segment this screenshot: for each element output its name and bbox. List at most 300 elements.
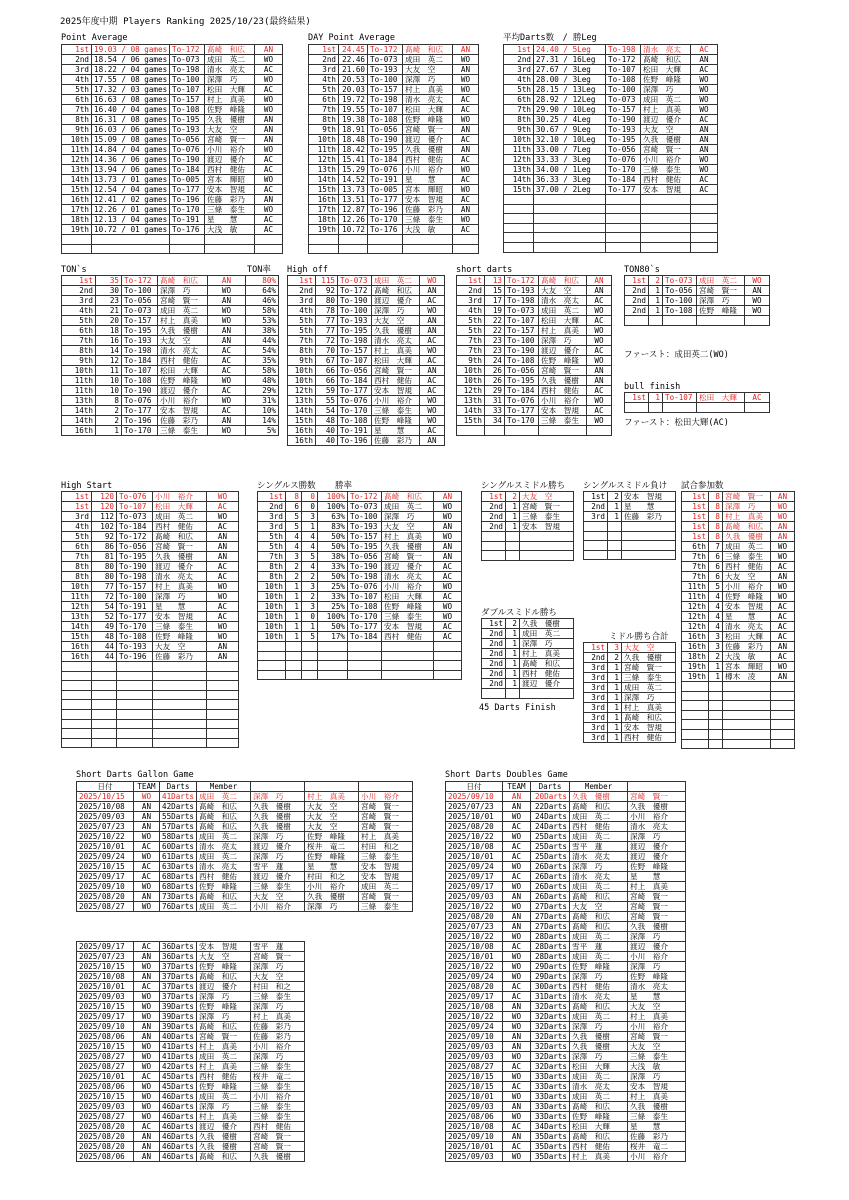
table-cell: 渡辺 優介 bbox=[628, 942, 686, 952]
table-cell: AC bbox=[420, 356, 445, 366]
table-cell: 髙崎 和広 bbox=[158, 276, 208, 286]
table-cell: AN bbox=[255, 115, 283, 125]
table-cell: AC bbox=[134, 1072, 160, 1082]
table-cell: 80 bbox=[92, 572, 117, 582]
table-cell: 小川 裕介 bbox=[628, 1022, 686, 1032]
table-row bbox=[288, 376, 445, 386]
table-cell: 77 bbox=[316, 326, 338, 336]
table-cell: WO bbox=[207, 622, 239, 632]
table-cell: 4th bbox=[62, 522, 92, 532]
table-cell: To-184 bbox=[338, 376, 372, 386]
table-cell: 3 bbox=[608, 643, 622, 653]
table-cell: 38% bbox=[318, 552, 348, 562]
table-cell: 20.03 bbox=[339, 85, 368, 95]
table-cell: 三條 泰生 bbox=[251, 1112, 305, 1122]
point-average-heading: Point Average bbox=[61, 33, 128, 43]
table-row bbox=[446, 912, 686, 922]
table-cell: 9th bbox=[504, 125, 534, 135]
table-cell: 清水 亮太 bbox=[158, 346, 208, 356]
table-cell: WO bbox=[771, 592, 795, 602]
table-cell bbox=[339, 244, 368, 254]
table-cell: 12 bbox=[96, 356, 122, 366]
table-cell: AN bbox=[771, 522, 795, 532]
table-row bbox=[446, 1112, 686, 1122]
table-cell: 2nd bbox=[625, 286, 649, 296]
table-cell: AC bbox=[453, 135, 479, 145]
table-cell: 3rd bbox=[504, 65, 534, 75]
table-cell: 78 bbox=[316, 306, 338, 316]
table-cell: AC bbox=[771, 632, 795, 642]
table-cell: 10.72 bbox=[339, 225, 368, 235]
table-cell: 23 bbox=[485, 336, 505, 346]
table-cell: 39Darts bbox=[160, 1012, 197, 1022]
table-cell: WO bbox=[255, 175, 283, 185]
table-cell bbox=[504, 214, 534, 224]
table-cell: AN bbox=[587, 366, 612, 376]
table-cell: 27.31 / 16Leg bbox=[534, 55, 606, 65]
table-row bbox=[584, 713, 676, 723]
table-row bbox=[625, 403, 770, 413]
table-cell: 30.25 / 4Leg bbox=[534, 115, 606, 125]
table-row bbox=[446, 812, 686, 822]
table-cell: 渡辺 優介 bbox=[153, 562, 207, 572]
table-cell: Darts bbox=[160, 782, 197, 792]
table-cell: AC bbox=[208, 356, 246, 366]
table-cell: 10 bbox=[96, 376, 122, 386]
table-cell bbox=[207, 671, 239, 681]
table-cell: 16th bbox=[62, 652, 92, 662]
table-cell: 3 bbox=[302, 512, 318, 522]
table-cell: 成田 英二 bbox=[697, 276, 745, 286]
table-cell: 73Darts bbox=[160, 892, 197, 902]
table-cell: 70 bbox=[316, 346, 338, 356]
table-cell: To-056 bbox=[122, 296, 158, 306]
table-cell: 2 bbox=[608, 653, 622, 663]
table-cell bbox=[625, 316, 649, 326]
table-cell: 西村 健佑 bbox=[539, 386, 587, 396]
table-cell: To-172 bbox=[505, 276, 539, 286]
table-cell: 9th bbox=[457, 356, 485, 366]
gallon-game-pairs-table bbox=[76, 941, 305, 1162]
table-row bbox=[288, 296, 445, 306]
table-cell: 清水 亮太 bbox=[723, 622, 771, 632]
table-cell: 16.03 / 06 games bbox=[92, 125, 170, 135]
table-cell bbox=[504, 242, 534, 252]
table-cell bbox=[117, 662, 153, 672]
table-cell: To-108 bbox=[368, 115, 403, 125]
table-cell: 久我 優樹 bbox=[197, 1142, 251, 1152]
table-cell: 18.54 / 06 games bbox=[92, 55, 170, 65]
table-cell: 渡辺 優介 bbox=[251, 842, 305, 852]
table-cell: WO bbox=[453, 165, 479, 175]
table-cell: 小川 裕介 bbox=[723, 582, 771, 592]
table-cell: 2025/10/08 bbox=[77, 802, 134, 812]
table-cell: WO bbox=[207, 492, 239, 502]
table-cell: AN bbox=[587, 286, 612, 296]
table-cell: 深澤 巧 bbox=[628, 832, 686, 842]
doubles-game-heading: Short Darts Doubles Game bbox=[445, 770, 568, 780]
table-cell: 3rd bbox=[258, 512, 286, 522]
table-cell: 1st bbox=[504, 45, 534, 55]
table-cell: 41Darts bbox=[160, 1042, 197, 1052]
table-cell: 15th bbox=[62, 632, 92, 642]
table-cell bbox=[62, 671, 92, 681]
table-cell bbox=[302, 651, 318, 661]
table-cell: 8th bbox=[258, 572, 286, 582]
table-cell: AN bbox=[134, 1022, 160, 1032]
table-cell: To-108 bbox=[338, 416, 372, 426]
table-cell bbox=[771, 710, 795, 720]
table-cell: AC bbox=[771, 602, 795, 612]
table-row bbox=[288, 396, 445, 406]
table-cell: 10th bbox=[288, 366, 316, 376]
table-header-row bbox=[446, 782, 686, 792]
table-cell bbox=[153, 738, 207, 748]
table-cell: 6 bbox=[286, 502, 302, 512]
table-cell: 松田 大輝 bbox=[205, 85, 255, 95]
ton-rate-heading: TON率 bbox=[247, 265, 271, 275]
ton80s-table bbox=[624, 275, 770, 326]
table-cell: 三條 泰生 bbox=[403, 215, 453, 225]
table-cell bbox=[520, 551, 574, 561]
table-cell: To-190 bbox=[368, 135, 403, 145]
table-cell: WO bbox=[745, 276, 770, 286]
table-cell: 8th bbox=[62, 115, 92, 125]
table-row bbox=[77, 862, 413, 872]
table-cell: 100% bbox=[318, 612, 348, 622]
table-row bbox=[62, 225, 283, 235]
table-cell bbox=[641, 195, 691, 205]
table-cell bbox=[723, 729, 771, 739]
table-cell: 1 bbox=[506, 659, 520, 669]
table-cell: 深澤 巧 bbox=[570, 972, 628, 982]
table-row bbox=[482, 532, 574, 542]
table-cell: 13th bbox=[62, 612, 92, 622]
table-cell: 1st bbox=[482, 619, 506, 629]
table-cell: To-170 bbox=[338, 406, 372, 416]
table-cell bbox=[302, 642, 318, 652]
table-cell: WO bbox=[771, 512, 795, 522]
table-cell: AN bbox=[134, 892, 160, 902]
table-row bbox=[258, 592, 462, 602]
table-cell: 34Darts bbox=[531, 1122, 570, 1132]
table-cell: 2025/08/20 bbox=[77, 1122, 134, 1132]
table-cell: 35 bbox=[96, 276, 122, 286]
table-cell: 小川 裕介 bbox=[628, 1152, 686, 1162]
table-cell: 27Darts bbox=[531, 902, 570, 912]
table-cell: WO bbox=[134, 1042, 160, 1052]
table-cell bbox=[62, 709, 92, 719]
table-cell: 1st bbox=[682, 492, 709, 502]
table-cell: 28.92 / 12Leg bbox=[534, 95, 606, 105]
table-cell bbox=[622, 541, 676, 551]
table-cell: 安本 智規 bbox=[158, 406, 208, 416]
table-cell: AN bbox=[207, 552, 239, 562]
table-cell bbox=[482, 532, 506, 542]
table-cell: 2nd bbox=[625, 306, 649, 316]
table-cell: 80% bbox=[246, 276, 279, 286]
table-cell: 81 bbox=[92, 552, 117, 562]
table-cell bbox=[625, 403, 649, 413]
table-cell: 7th bbox=[682, 552, 709, 562]
table-cell: 宮本 輝昭 bbox=[403, 185, 453, 195]
table-cell: WO bbox=[503, 1152, 531, 1162]
table-row bbox=[446, 842, 686, 852]
table-cell: To-108 bbox=[170, 105, 205, 115]
table-cell: 72 bbox=[316, 336, 338, 346]
table-cell: To-076 bbox=[122, 396, 158, 406]
darts-leg-heading: 平均Darts数 / 勝Leg bbox=[503, 33, 597, 43]
table-cell: 42Darts bbox=[160, 1062, 197, 1072]
table-row bbox=[77, 802, 413, 812]
table-cell: 10th bbox=[258, 592, 286, 602]
table-cell: 10 bbox=[96, 386, 122, 396]
table-row bbox=[682, 691, 795, 701]
table-cell: 1 bbox=[506, 639, 520, 649]
table-cell: AC bbox=[453, 175, 479, 185]
table-cell: 13th bbox=[504, 165, 534, 175]
table-row bbox=[62, 316, 279, 326]
table-cell: AC bbox=[255, 85, 283, 95]
table-cell: 深澤 巧 bbox=[251, 832, 305, 842]
table-cell: 2025/09/03 bbox=[77, 812, 134, 822]
table-cell: To-177 bbox=[348, 622, 382, 632]
table-cell: 西村 健佑 bbox=[570, 1142, 628, 1152]
table-row bbox=[446, 1122, 686, 1132]
table-cell: 5th bbox=[62, 316, 96, 326]
table-cell bbox=[682, 691, 709, 701]
table-cell: 大浅 敏 bbox=[403, 225, 453, 235]
table-row bbox=[504, 145, 718, 155]
table-cell bbox=[251, 782, 305, 792]
table-cell: AC bbox=[434, 622, 462, 632]
table-cell: 1 bbox=[608, 693, 622, 703]
table-cell: 大友 空 bbox=[628, 1002, 686, 1012]
table-cell: To-172 bbox=[606, 55, 641, 65]
table-cell bbox=[506, 551, 520, 561]
table-cell: 佐野 峰隆 bbox=[641, 75, 691, 85]
table-cell: 西村 健佑 bbox=[205, 165, 255, 175]
table-cell: TEAM bbox=[503, 782, 531, 792]
table-cell: 29Darts bbox=[531, 972, 570, 982]
table-row bbox=[682, 522, 795, 532]
table-cell: 4 bbox=[709, 622, 723, 632]
table-cell: 3 bbox=[302, 602, 318, 612]
table-cell: 7th bbox=[682, 562, 709, 572]
table-row bbox=[258, 522, 462, 532]
table-cell: 大友 空 bbox=[622, 643, 676, 653]
table-cell: 2025/09/17 bbox=[77, 942, 134, 952]
table-cell: 14th bbox=[457, 406, 485, 416]
table-row bbox=[504, 185, 718, 195]
table-cell: 2 bbox=[506, 619, 520, 629]
table-row bbox=[62, 502, 239, 512]
table-cell: 西村 健佑 bbox=[403, 155, 453, 165]
table-cell: 小川 裕介 bbox=[251, 1042, 305, 1052]
table-cell: 12th bbox=[457, 386, 485, 396]
table-cell: 安本 智規 bbox=[382, 622, 434, 632]
table-cell: 1st bbox=[625, 276, 649, 286]
table-row bbox=[62, 105, 283, 115]
table-cell: 4 bbox=[709, 592, 723, 602]
table-cell: 32Darts bbox=[531, 1042, 570, 1052]
table-cell bbox=[682, 739, 709, 749]
table-cell: To-107 bbox=[505, 316, 539, 326]
table-row bbox=[309, 135, 479, 145]
table-cell: 6 bbox=[709, 562, 723, 572]
table-cell bbox=[723, 691, 771, 701]
table-cell: 2025/10/01 bbox=[446, 952, 503, 962]
table-cell: 20Darts bbox=[531, 792, 570, 802]
table-cell bbox=[339, 235, 368, 245]
table-cell: 佐野 峰隆 bbox=[197, 1082, 251, 1092]
table-cell: 1st bbox=[584, 492, 608, 502]
table-cell: 3rd bbox=[584, 673, 608, 683]
table-cell bbox=[92, 700, 117, 710]
table-cell: 1st bbox=[62, 492, 92, 502]
table-cell: AC bbox=[503, 942, 531, 952]
table-cell: 村上 真美 bbox=[539, 326, 587, 336]
table-cell: 小川 裕介 bbox=[641, 155, 691, 165]
table-cell: 大友 空 bbox=[197, 952, 251, 962]
table-cell: 清水 亮太 bbox=[641, 45, 691, 55]
table-row bbox=[62, 542, 239, 552]
table-cell bbox=[771, 729, 795, 739]
table-cell: 1st bbox=[682, 512, 709, 522]
table-cell: 12th bbox=[309, 155, 339, 165]
table-row bbox=[504, 223, 718, 233]
table-cell: 佐野 峰隆 bbox=[628, 862, 686, 872]
table-cell: 成田 英二 bbox=[372, 276, 420, 286]
table-row bbox=[77, 852, 413, 862]
table-row bbox=[625, 276, 770, 286]
table-cell: 17th bbox=[62, 205, 92, 215]
table-row bbox=[62, 185, 283, 195]
table-row bbox=[288, 286, 445, 296]
table-row bbox=[309, 205, 479, 215]
table-row bbox=[446, 792, 686, 802]
table-cell: 32Darts bbox=[531, 1062, 570, 1072]
table-cell: WO bbox=[134, 1082, 160, 1092]
table-row bbox=[446, 1022, 686, 1032]
table-cell: 2025/10/15 bbox=[77, 962, 134, 972]
table-cell: 10th bbox=[504, 135, 534, 145]
table-cell: 日付 bbox=[77, 782, 134, 792]
table-cell: 29 bbox=[485, 386, 505, 396]
table-cell: To-157 bbox=[170, 95, 205, 105]
table-cell: 10th bbox=[258, 582, 286, 592]
table-row bbox=[258, 562, 462, 572]
table-cell: 14 bbox=[96, 346, 122, 356]
table-cell: 5th bbox=[288, 316, 316, 326]
table-cell: 三條 泰生 bbox=[628, 1112, 686, 1122]
table-cell: 10th bbox=[258, 602, 286, 612]
table-cell: To-056 bbox=[117, 542, 153, 552]
table-cell: 22 bbox=[485, 316, 505, 326]
table-cell: AN bbox=[134, 1142, 160, 1152]
table-cell: To-198 bbox=[606, 45, 641, 55]
table-cell: 深澤 巧 bbox=[251, 1002, 305, 1012]
table-cell: WO bbox=[434, 512, 462, 522]
table-cell: 渡辺 優介 bbox=[251, 872, 305, 882]
table-cell: 佐藤 彩乃 bbox=[403, 205, 453, 215]
table-cell: 16th bbox=[288, 436, 316, 446]
table-row bbox=[504, 204, 718, 214]
table-cell: 100% bbox=[318, 502, 348, 512]
table-cell: 20 bbox=[96, 316, 122, 326]
table-cell: 1 bbox=[506, 502, 520, 512]
table-cell: To-198 bbox=[348, 572, 382, 582]
table-cell: 1 bbox=[649, 296, 663, 306]
table-cell: 1st bbox=[584, 643, 608, 653]
table-cell: To-073 bbox=[122, 306, 158, 316]
table-cell: WO bbox=[420, 306, 445, 316]
table-cell: 1 bbox=[649, 286, 663, 296]
table-cell: 8 bbox=[709, 532, 723, 542]
table-cell: 5th bbox=[309, 85, 339, 95]
table-cell: 渡辺 優介 bbox=[205, 155, 255, 165]
table-row bbox=[682, 592, 795, 602]
table-row bbox=[288, 366, 445, 376]
table-cell: AC bbox=[771, 562, 795, 572]
table-cell bbox=[302, 661, 318, 671]
table-row bbox=[446, 1002, 686, 1012]
table-cell: 2 bbox=[649, 276, 663, 286]
table-cell: 2025/09/03 bbox=[446, 1052, 503, 1062]
table-cell: 7th bbox=[62, 552, 92, 562]
table-cell: 佐野 峰隆 bbox=[570, 1112, 628, 1122]
table-cell: 宮崎 賢一 bbox=[359, 822, 413, 832]
table-cell: 7th bbox=[258, 552, 286, 562]
table-cell: 佐野 峰隆 bbox=[372, 416, 420, 426]
table-cell: AN bbox=[771, 532, 795, 542]
table-cell: 深澤 巧 bbox=[697, 296, 745, 306]
table-cell: 髙崎 和広 bbox=[570, 1132, 628, 1142]
table-cell: WO bbox=[207, 582, 239, 592]
table-cell: 11th bbox=[682, 582, 709, 592]
table-row bbox=[625, 306, 770, 316]
table-cell: 2025/10/22 bbox=[446, 932, 503, 942]
table-cell: 8 bbox=[709, 512, 723, 522]
table-cell: 渡辺 優介 bbox=[520, 679, 574, 689]
table-cell: 22 bbox=[485, 326, 505, 336]
table-cell: 2nd bbox=[482, 512, 506, 522]
table-cell: 6th bbox=[682, 542, 709, 552]
table-cell: 三條 泰生 bbox=[382, 612, 434, 622]
doubles-game-table bbox=[445, 781, 686, 1162]
table-cell: To-108 bbox=[348, 602, 382, 612]
table-row bbox=[625, 316, 770, 326]
table-cell: 2025/10/08 bbox=[446, 942, 503, 952]
table-cell: 2025/07/23 bbox=[77, 822, 134, 832]
table-row bbox=[62, 612, 239, 622]
table-row bbox=[62, 416, 279, 426]
table-cell: AC bbox=[255, 155, 283, 165]
table-cell: 1 bbox=[506, 629, 520, 639]
table-cell: 久我 優樹 bbox=[570, 792, 628, 802]
table-cell: 深澤 巧 bbox=[205, 75, 255, 85]
table-cell: 小川 裕介 bbox=[251, 1092, 305, 1102]
table-row bbox=[77, 1092, 305, 1102]
high-start-heading: High Start bbox=[61, 481, 113, 491]
table-cell: 50% bbox=[318, 532, 348, 542]
table-cell: 2025/10/01 bbox=[446, 812, 503, 822]
table-cell: AN bbox=[771, 492, 795, 502]
table-cell: AN bbox=[208, 326, 246, 336]
table-cell: AN bbox=[255, 135, 283, 145]
table-row bbox=[504, 55, 718, 65]
table-cell: WO bbox=[771, 542, 795, 552]
